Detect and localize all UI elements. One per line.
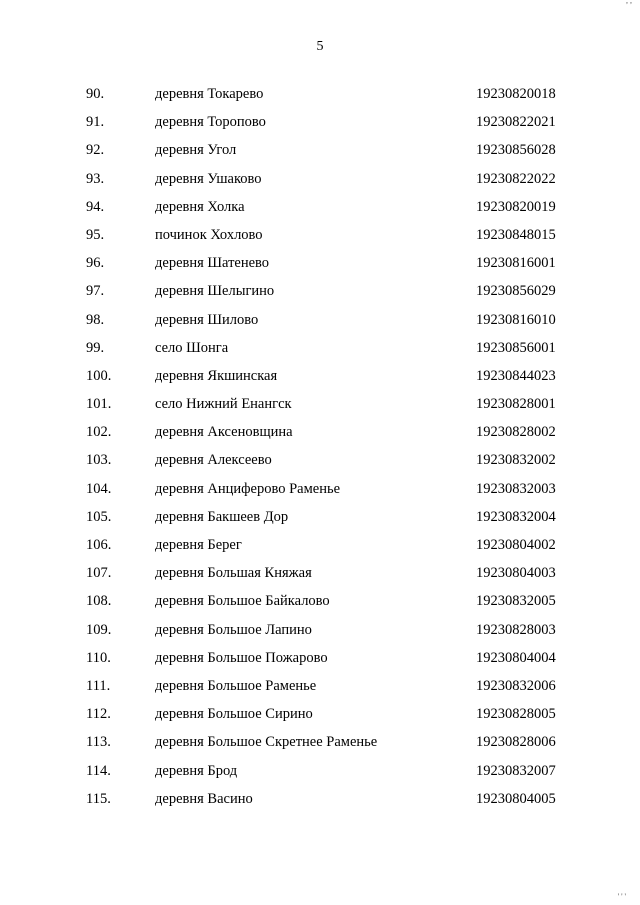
list-row (0, 84, 640, 112)
list-row (0, 676, 640, 704)
settlement-name: село Нижний Енангск (155, 396, 292, 413)
row-number: 107. (86, 565, 112, 582)
settlement-name: деревня Бакшеев Дор (155, 508, 289, 525)
oktmo-code: 19230804002 (476, 537, 556, 553)
oktmo-code: 19230848015 (476, 226, 556, 243)
list-row (0, 479, 640, 507)
settlement-name: деревня Токарево (155, 86, 264, 102)
oktmo-code: 19230828002 (476, 424, 556, 441)
list-row (0, 310, 640, 338)
list-row (0, 225, 640, 253)
row-number: 94. (86, 198, 105, 215)
settlement-name: деревня Большое Сирино (155, 706, 313, 723)
oktmo-code: 19230820018 (476, 86, 556, 102)
list-row (0, 366, 640, 394)
settlement-name: деревня Торопово (155, 114, 266, 131)
oktmo-code: 19230832007 (476, 762, 556, 779)
row-number: 111. (86, 677, 111, 694)
settlement-name: деревня Аксеновщина (155, 424, 293, 441)
settlement-name: починок Хохлово (155, 226, 263, 243)
row-number: 110. (86, 649, 111, 666)
oktmo-code: 19230822022 (476, 170, 556, 187)
row-number: 115. (86, 790, 111, 807)
oktmo-code: 19230816001 (476, 255, 556, 272)
settlement-name: деревня Шелыгино (155, 283, 275, 300)
settlement-name: деревня Васино (155, 790, 253, 807)
oktmo-code: 19230804005 (476, 790, 556, 807)
row-number: 102. (86, 424, 112, 441)
row-number: 103. (86, 452, 112, 469)
oktmo-code: 19230832005 (476, 593, 556, 610)
row-number: 106. (86, 537, 112, 553)
page-number: 5 (316, 39, 324, 54)
row-number: 114. (86, 762, 111, 779)
list-row (0, 535, 640, 563)
oktmo-code: 19230804003 (476, 565, 556, 582)
oktmo-code: 19230804004 (476, 649, 556, 666)
list-row (0, 732, 640, 760)
oktmo-code: 19230828001 (476, 396, 556, 413)
list-row (0, 253, 640, 281)
settlement-name: деревня Большое Скретнее Раменье (155, 734, 378, 751)
list-row (0, 591, 640, 619)
row-number: 91. (86, 114, 105, 131)
oktmo-code: 19230816010 (476, 311, 556, 328)
row-number: 113. (86, 734, 111, 751)
settlement-name: деревня Большое Раменье (155, 677, 317, 694)
row-number: 92. (86, 142, 105, 159)
oktmo-code: 19230820019 (476, 198, 556, 215)
list-row (0, 563, 640, 591)
list-row (0, 789, 640, 817)
settlement-name: деревня Большое Байкалово (155, 593, 330, 610)
list-row (0, 394, 640, 422)
list-row (0, 761, 640, 789)
row-number: 101. (86, 396, 112, 413)
oktmo-code: 19230832003 (476, 480, 556, 497)
row-number: 109. (86, 621, 112, 638)
row-number: 95. (86, 226, 105, 243)
row-number: 96. (86, 255, 105, 272)
list-row (0, 140, 640, 168)
row-number: 112. (86, 706, 111, 723)
settlement-name: деревня Анциферово Раменье (155, 480, 341, 497)
settlement-name: деревня Брод (155, 762, 238, 779)
list-row (0, 169, 640, 197)
list-row (0, 450, 640, 478)
row-number: 108. (86, 593, 112, 610)
list-row (0, 338, 640, 366)
settlement-name: деревня Ушаково (155, 170, 262, 187)
oktmo-code: 19230856029 (476, 283, 556, 300)
oktmo-code: 19230856001 (476, 339, 556, 356)
oktmo-code: 19230828006 (476, 734, 556, 751)
settlement-name: деревня Угол (155, 142, 237, 159)
list-row (0, 507, 640, 535)
settlement-list (0, 84, 640, 817)
scan-mark-top-right: , , (626, 0, 632, 5)
list-row (0, 704, 640, 732)
oktmo-code: 19230856028 (476, 142, 556, 159)
row-number: 104. (86, 480, 112, 497)
oktmo-code: 19230832006 (476, 677, 556, 694)
list-row (0, 620, 640, 648)
settlement-name: деревня Большое Лапино (155, 621, 312, 638)
scan-mark-bottom-right: ' ' ' (617, 892, 626, 901)
oktmo-code: 19230832002 (476, 452, 556, 469)
list-row (0, 648, 640, 676)
row-number: 90. (86, 86, 105, 102)
row-number: 97. (86, 283, 105, 300)
list-row (0, 422, 640, 450)
settlement-name: деревня Шилово (155, 311, 259, 328)
row-number: 100. (86, 367, 112, 384)
settlement-name: деревня Большая Княжая (155, 565, 312, 582)
oktmo-code: 19230828005 (476, 706, 556, 723)
settlement-name: деревня Холка (155, 198, 245, 215)
row-number: 99. (86, 339, 105, 356)
list-row (0, 112, 640, 140)
settlement-name: деревня Якшинская (155, 367, 278, 384)
row-number: 98. (86, 311, 105, 328)
oktmo-code: 19230828003 (476, 621, 556, 638)
oktmo-code: 19230832004 (476, 508, 556, 525)
settlement-name: деревня Берег (155, 537, 242, 553)
oktmo-code: 19230822021 (476, 114, 556, 131)
settlement-name: деревня Большое Пожарово (155, 649, 328, 666)
settlement-name: деревня Шатенево (155, 255, 270, 272)
oktmo-code: 19230844023 (476, 367, 556, 384)
list-row (0, 281, 640, 309)
row-number: 105. (86, 508, 112, 525)
row-number: 93. (86, 170, 105, 187)
settlement-name: село Шонга (155, 339, 229, 356)
settlement-name: деревня Алексеево (155, 452, 272, 469)
list-row (0, 197, 640, 225)
